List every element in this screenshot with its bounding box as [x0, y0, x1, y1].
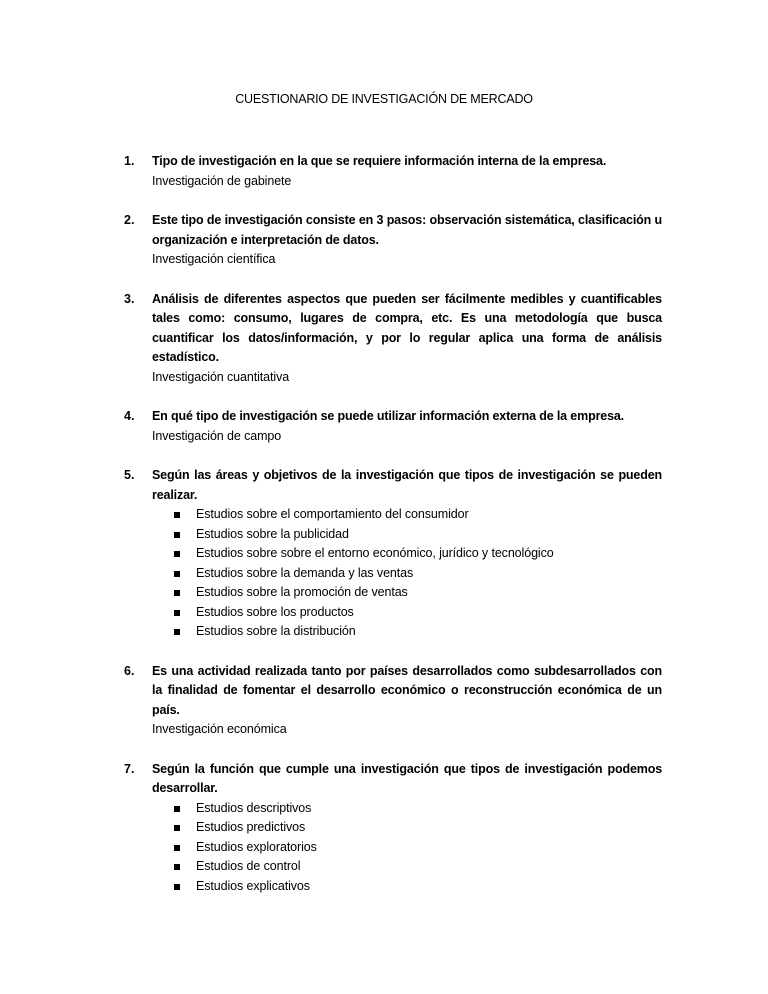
- question-number: 7.: [124, 761, 135, 776]
- question-number: 1.: [124, 154, 135, 168]
- square-bullet-icon: [174, 551, 180, 557]
- bullet-text: Estudios de control: [196, 859, 301, 873]
- bullet-item: [174, 838, 662, 858]
- square-bullet-icon: [174, 610, 180, 616]
- bullet-text: Estudios explicativos: [196, 878, 310, 893]
- square-bullet-icon: [174, 532, 180, 538]
- document-title: CUESTIONARIO DE INVESTIGACIÓN DE MERCADO: [235, 92, 533, 106]
- bullet-list: [152, 799, 662, 897]
- question-text: Según la función que cumple una investigación que tipos de investigación podemos desarrollar.: [152, 761, 662, 795]
- question-item: [124, 662, 662, 740]
- question-text: En qué tipo de investigación se puede utilizar información externa de la empresa.: [152, 409, 625, 423]
- question-item: [124, 466, 662, 642]
- bullet-text: Estudios sobre la publicidad: [196, 526, 349, 541]
- question-text: Este tipo de investigación consiste en 3 pasos: observación sistemática, clasificación u organización e interpretación de datos.: [152, 213, 662, 247]
- question-number: 3.: [124, 291, 135, 306]
- bullet-item: [174, 583, 662, 603]
- bullet-item: [174, 525, 662, 545]
- bullet-text: Estudios sobre la distribución: [196, 624, 356, 638]
- question-text: Tipo de investigación en la que se requiere información interna de la empresa.: [152, 154, 607, 168]
- question-answer: Investigación económica: [152, 722, 287, 736]
- question-number: 2.: [124, 213, 135, 227]
- question-answer: Investigación de gabinete: [152, 173, 292, 188]
- bullet-text: Estudios sobre los productos: [196, 604, 354, 619]
- question-item: [124, 211, 662, 270]
- bullet-text: Estudios predictivos: [196, 820, 306, 834]
- square-bullet-icon: [174, 845, 180, 851]
- question-number: 5.: [124, 468, 135, 482]
- square-bullet-icon: [174, 571, 180, 577]
- bullet-item: [174, 818, 662, 838]
- question-answer: Investigación científica: [152, 252, 276, 266]
- bullet-item: [174, 505, 662, 525]
- question-answer: Investigación de campo: [152, 428, 282, 443]
- bullet-item: [174, 877, 662, 897]
- bullet-item: [174, 603, 662, 623]
- square-bullet-icon: [174, 590, 180, 596]
- bullet-text: Estudios exploratorios: [196, 839, 317, 854]
- bullet-item: [174, 544, 662, 564]
- square-bullet-icon: [174, 884, 180, 890]
- question-item: [124, 152, 662, 191]
- question-answer: Investigación cuantitativa: [152, 369, 290, 384]
- question-text: Según las áreas y objetivos de la investigación que tipos de investigación se pueden realizar.: [152, 468, 662, 502]
- bullet-item: [174, 622, 662, 642]
- square-bullet-icon: [174, 629, 180, 635]
- bullet-text: Estudios sobre sobre el entorno económico, jurídico y tecnológico: [196, 546, 554, 560]
- bullet-text: Estudios sobre la promoción de ventas: [196, 585, 408, 599]
- question-item: [124, 760, 662, 897]
- bullet-text: Estudios sobre el comportamiento del consumidor: [196, 507, 469, 521]
- question-text: Es una actividad realizada tanto por países desarrollados como subdesarrollados con la finalidad de fomentar el desarrollo económico o reconstrucción económica de un país.: [152, 663, 662, 717]
- question-number: 4.: [124, 409, 135, 423]
- bullet-item: [174, 564, 662, 584]
- question-item: [124, 290, 662, 388]
- bullet-item: [174, 799, 662, 819]
- bullet-item: [174, 857, 662, 877]
- square-bullet-icon: [174, 806, 180, 812]
- question-list: [124, 152, 662, 916]
- question-text: Análisis de diferentes aspectos que pueden ser fácilmente medibles y cuantificables tales como: consumo, lugares de compra, etc. Es una metodología que busca cuantificar los datos/información, y por lo regular aplica una forma de análisis estadístico.: [152, 291, 662, 364]
- question-number: 6.: [124, 663, 135, 678]
- square-bullet-icon: [174, 864, 180, 870]
- square-bullet-icon: [174, 512, 180, 518]
- question-item: [124, 407, 662, 446]
- bullet-text: Estudios descriptivos: [196, 800, 312, 815]
- bullet-text: Estudios sobre la demanda y las ventas: [196, 565, 414, 580]
- bullet-list: [152, 505, 662, 642]
- square-bullet-icon: [174, 825, 180, 831]
